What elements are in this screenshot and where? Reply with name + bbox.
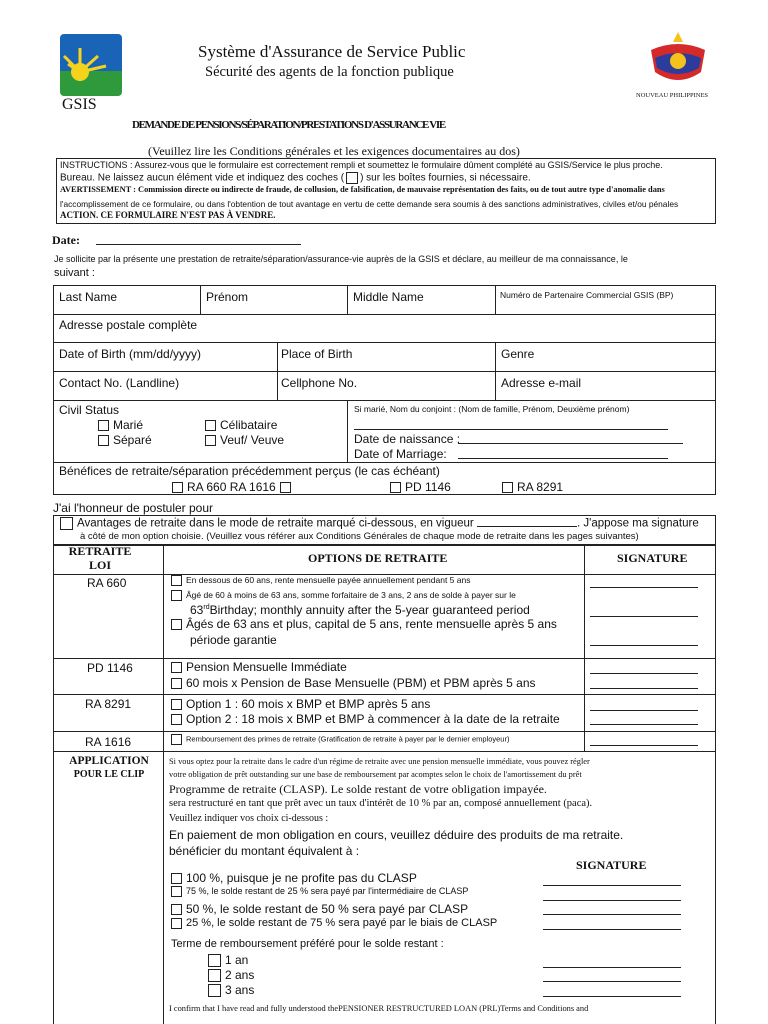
checkbox-sample <box>346 172 358 184</box>
law-ra8291: RA 8291 <box>85 697 132 711</box>
clip-text-3: Programme de retraite (CLASP). Le solde restant de votre obligation impayée. <box>169 782 547 796</box>
cellphone-field[interactable]: Cellphone No. <box>281 376 358 390</box>
checkbox[interactable] <box>98 420 109 431</box>
checkbox[interactable] <box>205 435 216 446</box>
civil-marie[interactable]: Marié <box>98 418 143 432</box>
civil-veuf[interactable]: Veuf/ Veuve <box>205 433 284 447</box>
ra660-option2[interactable]: Âgé de 60 à moins de 63 ans, somme forfaitaire de 3 ans, 2 ans de solde à payer sur le <box>171 590 516 601</box>
ra8291-option1[interactable]: Option 1 : 60 mois x BMP et BMP après 5 ans <box>171 697 430 711</box>
prior-ra8291[interactable]: RA 8291 <box>502 480 563 494</box>
contact-field[interactable]: Contact No. (Landline) <box>59 376 180 390</box>
checkbox[interactable] <box>171 699 182 710</box>
apply-line1[interactable]: Avantages de retraite dans le mode de retraite marqué ci-dessous, en vigueur . J'appose ma signature <box>60 517 699 530</box>
civil-celibataire[interactable]: Célibataire <box>205 418 277 432</box>
prior-ra660-ra1616[interactable]: RA 660 RA 1616 <box>172 480 295 494</box>
ra660-option3[interactable]: Âgés de 63 ans et plus, capital de 5 ans, rente mensuelle après 5 ans <box>171 617 557 631</box>
checkbox[interactable] <box>171 678 182 689</box>
prenom-field[interactable]: Prénom <box>206 290 249 304</box>
signature-line[interactable] <box>590 587 698 588</box>
checkbox[interactable] <box>171 590 182 601</box>
intro-line1: Je sollicite par la présente une prestation de retraite/séparation/assurance-vie auprès de la GSIS et déclare, au meilleur de ma connaissance, le <box>54 254 628 264</box>
email-field[interactable]: Adresse e-mail <box>501 376 582 390</box>
checkbox[interactable] <box>390 482 401 493</box>
genre-field[interactable]: Genre <box>501 347 535 361</box>
checkbox[interactable] <box>171 662 182 673</box>
clip-option-75[interactable]: 75 %, le solde restant de 25 % sera payé par l'intermédiaire de CLASP <box>171 886 468 897</box>
clip-confirm-text: I confirm that I have read and fully understood thePENSIONER RESTRUCTURED LOAN (PRL)Terms and Conditions and <box>169 1004 589 1013</box>
address-field[interactable]: Adresse postale complète <box>59 318 198 332</box>
gsis-logo <box>60 34 122 96</box>
signature-line[interactable] <box>590 745 698 746</box>
date-label: Date: <box>52 233 80 247</box>
signature-line[interactable] <box>590 688 698 689</box>
ra660-option2b: 63rdBirthday; monthly annuity after the 5-year guaranteed period <box>190 603 530 617</box>
col-signature-title: SIGNATURE <box>617 551 688 565</box>
checkbox[interactable] <box>171 873 182 884</box>
term-3[interactable]: 3 ans <box>208 983 254 997</box>
clip-option-50[interactable]: 50 %, le solde restant de 50 % sera payé par CLASP <box>171 902 468 916</box>
ra1616-option1[interactable]: Remboursement des primes de retraite (Gratification de retraite à payer par le dernier employeur) <box>171 734 509 745</box>
signature-line[interactable] <box>543 885 681 886</box>
clip-option-25[interactable]: 25 %, le solde restant de 75 % sera payé par le biais de CLASP <box>171 917 497 929</box>
signature-line[interactable] <box>543 996 681 997</box>
law-ra1616: RA 1616 <box>85 735 132 749</box>
pd1146-option2[interactable]: 60 mois x Pension de Base Mensuelle (PBM) et PBM après 5 ans <box>171 676 536 690</box>
ra660-option3b: période garantie <box>190 633 277 647</box>
spouse-label: Si marié, Nom du conjoint : (Nom de famille, Prénom, Deuxième prénom) <box>354 404 630 414</box>
clip-text-2: votre obligation de prêt outstanding sur une base de remboursement par acomptes selon le choix de l'amortissement du prêt <box>169 770 582 779</box>
philippines-logo <box>645 28 711 90</box>
signature-line[interactable] <box>543 900 681 901</box>
signature-line[interactable] <box>543 929 681 930</box>
instructions-line1: INSTRUCTIONS : Assurez-vous que le formulaire est correctement rempli et soumettez le formulaire dûment complété au GSIS/Service le plus proche. <box>60 160 663 170</box>
checkbox[interactable] <box>280 482 291 493</box>
pd1146-option1[interactable]: Pension Mensuelle Immédiate <box>171 660 347 674</box>
checkbox[interactable] <box>171 886 182 897</box>
prior-benefits-label: Bénéfices de retraite/séparation précédemment perçus (le cas échéant) <box>59 464 440 478</box>
clip-text-1: Si vous optez pour la retraite dans le cadre d'un régime de retraite avec une pension mensuelle immédiate, vous pouvez régler <box>169 757 590 766</box>
term-1[interactable]: 1 an <box>208 953 248 967</box>
signature-line[interactable] <box>590 616 698 617</box>
prior-pd1146[interactable]: PD 1146 <box>390 480 451 494</box>
not-for-sale: ACTION. CE FORMULAIRE N'EST PAS À VENDRE. <box>60 210 276 220</box>
signature-line[interactable] <box>590 645 698 646</box>
checkbox[interactable] <box>60 517 73 530</box>
checkbox[interactable] <box>98 435 109 446</box>
signature-line[interactable] <box>543 981 681 982</box>
term-2[interactable]: 2 ans <box>208 968 254 982</box>
spouse-name-field[interactable] <box>354 429 668 430</box>
checkbox[interactable] <box>171 619 182 630</box>
pob-field[interactable]: Place of Birth <box>281 347 353 361</box>
apply-heading: J'ai l'honneur de postuler pour <box>53 501 214 515</box>
effective-date-field[interactable] <box>477 526 577 527</box>
checkbox[interactable] <box>208 969 221 982</box>
checkbox[interactable] <box>205 420 216 431</box>
signature-line[interactable] <box>590 673 698 674</box>
checkbox[interactable] <box>208 954 221 967</box>
clip-signature-title: SIGNATURE <box>576 858 647 872</box>
checkbox[interactable] <box>171 575 182 586</box>
right-logo-caption: NOUVEAU PHILIPPINES <box>636 92 709 99</box>
col-options-title: OPTIONS DE RETRAITE <box>308 551 448 565</box>
civil-status-label: Civil Status <box>59 403 120 417</box>
checkbox[interactable] <box>502 482 513 493</box>
clip-text-7: bénéficier du montant équivalent à : <box>169 844 360 858</box>
spouse-dob-label: Date de naissance : <box>354 432 461 446</box>
checkbox[interactable] <box>208 984 221 997</box>
date-field[interactable] <box>96 244 301 245</box>
ra660-option1[interactable]: En dessous de 60 ans, rente mensuelle payée annuellement pendant 5 ans <box>171 575 470 586</box>
last-name-field[interactable]: Last Name <box>59 290 118 304</box>
signature-line[interactable] <box>590 710 698 711</box>
bp-number-field[interactable]: Numéro de Partenaire Commercial GSIS (BP) <box>500 290 674 300</box>
clip-text-4: sera restructuré en tant que prêt avec un taux d'intérêt de 10 % par an, composé annuellement (paca). <box>169 798 593 809</box>
header-subtitle: Sécurité des agents de la fonction publique <box>205 64 454 80</box>
spouse-marriage-field[interactable] <box>458 458 668 459</box>
warning-line2: l'accomplissement de ce formulaire, ou dans l'obtention de tout avantage en vertu de cette demande sera soumis à des sanctions administratives, civiles et/ou pénales <box>60 199 679 209</box>
apply-line2: à côté de mon option choisie. (Veuillez vous référer aux Conditions Générales de chaque mode de retraite dans les pages suivantes) <box>80 531 639 542</box>
checkbox[interactable] <box>172 482 183 493</box>
signature-line[interactable] <box>543 914 681 915</box>
term-label: Terme de remboursement préféré pour le solde restant : <box>171 938 444 950</box>
intro-line2: suivant : <box>54 267 95 279</box>
clip-text-5: Veuillez indiquer vos choix ci-dessous : <box>169 813 329 824</box>
warning-line: AVERTISSEMENT : Commission directe ou indirecte de fraude, de collusion, de falsification, de mauvaise représentation des faits, ou de tout autre type d'anomalie dans <box>60 185 665 194</box>
checkbox[interactable] <box>171 714 182 725</box>
checkbox[interactable] <box>171 904 182 915</box>
middle-name-field[interactable]: Middle Name <box>353 290 424 304</box>
clip-text-6: En paiement de mon obligation en cours, veuillez déduire des produits de ma retraite. <box>169 828 624 842</box>
spouse-marriage-label: Date of Marriage: <box>354 447 447 461</box>
header-title: Système d'Assurance de Service Public <box>198 42 466 61</box>
law-ra660: RA 660 <box>87 576 127 590</box>
form-subtitle: (Veuillez lire les Conditions générales et les exigences documentaires au dos) <box>148 144 520 158</box>
logo-text: GSIS <box>62 96 97 113</box>
clip-option-100[interactable]: 100 %, puisque je ne profite pas du CLASP <box>171 871 417 885</box>
checkbox[interactable] <box>171 918 182 929</box>
spouse-dob-field[interactable] <box>458 443 683 444</box>
form-title: DEMANDE DE PENSIONS/SÉPARATION/PRESTATIONS D'ASSURANCE VIE <box>132 119 445 131</box>
clip-title: APPLICATION POUR LE CLIP <box>69 755 149 780</box>
civil-separe[interactable]: Séparé <box>98 433 152 447</box>
dob-field[interactable]: Date of Birth (mm/dd/yyyy) <box>59 347 202 361</box>
ra8291-option2[interactable]: Option 2 : 18 mois x BMP et BMP à commencer à la date de la retraite <box>171 712 560 726</box>
signature-line[interactable] <box>590 724 698 725</box>
law-pd1146: PD 1146 <box>87 661 133 675</box>
instructions-line2: Bureau. Ne laissez aucun élément vide et indiquez des coches ( ) sur les boîtes fournies, si nécessaire. <box>60 172 531 184</box>
signature-line[interactable] <box>543 967 681 968</box>
checkbox[interactable] <box>171 734 182 745</box>
col-law-title: RETRAITE LOI <box>68 544 132 572</box>
